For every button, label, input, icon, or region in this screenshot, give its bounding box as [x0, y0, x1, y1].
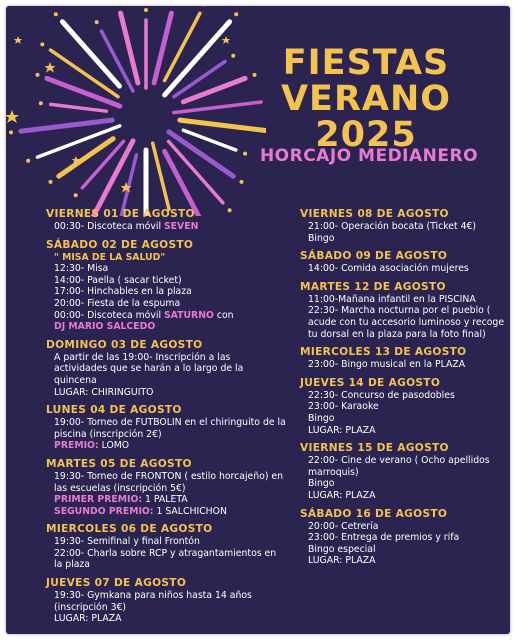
event-date: VIERNES 01 DE AGOSTO	[46, 208, 195, 220]
event-line	[46, 417, 286, 440]
event-block	[300, 208, 510, 244]
event-line	[46, 548, 286, 571]
prize-label: PREMIO:	[54, 440, 99, 452]
title-line: VERANO	[280, 79, 452, 119]
event-text: 00:30- Discoteca móvil	[54, 221, 164, 232]
event-text: 19:30- Torneo de FRONTON ( estilo horcajeño) en las escuelas (inscripción 5€)	[54, 470, 284, 494]
event-line	[300, 490, 510, 502]
event-line	[300, 521, 510, 533]
event-date: JUEVES 14 DE AGOSTO	[300, 376, 441, 389]
event-line	[46, 321, 286, 333]
firework-spark	[144, 8, 148, 12]
event-block	[46, 208, 286, 233]
firework-spark	[234, 12, 238, 16]
event-text: DJ MARIO SALCEDO	[54, 321, 156, 333]
event-line	[300, 401, 510, 413]
event-text: 19:30- Semifinal y final Frontón	[54, 536, 200, 548]
event-text: 22:30- Marcha nocturna por el pueblo ( acude con tu accesorio luminoso y recoge tu dorsal en la plaza para la foto final)	[308, 305, 505, 340]
event-line	[300, 263, 510, 275]
event-text: 22:00- Charla sobre RCP y atragantamientos en la plaza	[54, 547, 277, 571]
firework-spark	[95, 20, 99, 24]
firework-spark	[9, 130, 13, 134]
event-block	[46, 239, 286, 333]
event-block	[300, 508, 510, 567]
event-text: con	[213, 309, 234, 321]
dj-name: SEVEN	[163, 221, 199, 232]
event-line	[46, 494, 286, 506]
firework-spark	[54, 12, 58, 16]
event-line	[46, 252, 286, 264]
event-block	[46, 523, 286, 571]
event-line	[46, 387, 286, 399]
fireworks-icon	[6, 6, 266, 216]
event-text: Bingo	[308, 478, 335, 490]
event-text: 21:00- Operación bocata (Ticket 4€)	[308, 221, 477, 232]
event-line	[300, 233, 510, 245]
event-text: 19:30- Gymkana para niños hasta 14 años (inscripción 3€)	[54, 590, 252, 613]
event-line	[300, 221, 510, 233]
event-text: 17:00- Hinchables en la plaza	[54, 286, 192, 298]
event-text: 1 SALCHICHON	[153, 505, 227, 517]
event-block	[300, 442, 510, 501]
event-text: 14:00- Paella ( sacar ticket)	[54, 274, 182, 286]
event-line	[300, 390, 510, 402]
event-date: JUEVES 07 DE AGOSTO	[46, 577, 187, 590]
event-line	[46, 536, 286, 548]
event-line	[46, 352, 286, 387]
event-block	[300, 281, 510, 340]
event-text: 19:00- Torneo de FUTBOLIN en el chiringuito de la piscina (inscripción 2€)	[54, 417, 286, 440]
event-line	[300, 532, 510, 544]
event-line	[46, 613, 286, 625]
event-date: SÁBADO 09 DE AGOSTO	[300, 250, 448, 263]
event-text: 23:00- Bingo musical en la PLAZA	[308, 359, 466, 371]
firework-spark	[231, 54, 235, 58]
event-text: 14:00- Comida asociación mujeres	[308, 263, 469, 275]
event-text: 1 PALETA	[142, 494, 188, 506]
event-text: 23:00- Entrega de premios y rifa	[308, 532, 460, 544]
firework-ray	[51, 104, 107, 111]
subtitle: HORCAJO MEDIANERO	[259, 146, 479, 166]
firework-spark	[40, 42, 44, 46]
event-text: 22:30- Concurso de pasodobles	[308, 389, 455, 401]
schedule-left-column	[46, 208, 286, 631]
event-line	[46, 506, 286, 518]
event-date: VIERNES 15 DE AGOSTO	[300, 442, 449, 455]
event-text: 23:00- Karaoke	[308, 401, 379, 413]
event-line	[46, 298, 286, 310]
event-text: 20:00- Cetrería	[308, 520, 379, 532]
event-date: SÁBADO 16 DE AGOSTO	[300, 507, 448, 520]
event-text: 22:00- Cine de verano ( Ocho apellidos marroquis)	[308, 455, 490, 478]
event-text: 20:00- Fiesta de la espuma	[54, 297, 181, 309]
event-line	[46, 275, 286, 287]
event-line	[46, 471, 286, 494]
event-line	[46, 310, 286, 322]
event-text: " MISA DE LA SALUD"	[54, 251, 166, 263]
event-text: Bingo	[308, 232, 335, 244]
event-date: MIERCOLES 13 DE AGOSTO	[300, 346, 467, 359]
event-line	[46, 440, 286, 452]
event-line	[46, 590, 286, 613]
event-line	[46, 221, 286, 233]
event-text: 00:00- Discoteca móvil	[54, 309, 164, 321]
event-block	[300, 346, 510, 371]
event-line	[300, 359, 510, 371]
event-line	[300, 305, 510, 340]
event-date: MARTES 05 DE AGOSTO	[46, 457, 192, 470]
event-text: LUGAR: PLAZA	[308, 489, 376, 501]
firework-ray	[21, 120, 112, 131]
event-date: LUNES 04 DE AGOSTO	[46, 404, 182, 417]
firework-spark	[36, 73, 40, 77]
event-date: SÁBADO 02 DE AGOSTO	[46, 238, 194, 251]
event-date: MIERCOLES 06 DE AGOSTO	[46, 523, 213, 536]
event-text: LUGAR: PLAZA	[54, 613, 122, 625]
event-text: A partir de las 19:00- Inscripción a las actividades que se harán a lo largo de la quincena	[54, 351, 244, 386]
event-line	[300, 478, 510, 490]
firework-spark	[49, 180, 53, 184]
event-text: LUGAR: CHIRINGUITO	[54, 386, 154, 398]
event-text: Bingo especial	[308, 543, 376, 555]
title-line: FIESTAS	[282, 43, 450, 83]
event-text: 12:30- Misa	[54, 263, 109, 275]
event-text: Bingo	[308, 412, 335, 424]
event-block	[300, 250, 510, 275]
event-line	[300, 413, 510, 425]
event-block	[300, 377, 510, 436]
event-date: MARTES 12 DE AGOSTO	[300, 280, 446, 293]
prize-label: SEGUNDO PREMIO:	[54, 505, 154, 517]
dj-name: SATURNO	[163, 309, 214, 321]
firework-spark	[240, 180, 244, 184]
event-date: VIERNES 08 DE AGOSTO	[300, 208, 449, 220]
event-line	[46, 263, 286, 275]
event-line	[300, 425, 510, 437]
event-line	[46, 286, 286, 298]
title-line: 2025	[315, 115, 417, 155]
event-line	[300, 294, 510, 306]
event-line	[300, 555, 510, 567]
firework-spark	[39, 101, 43, 105]
event-text: LUGAR: PLAZA	[308, 424, 376, 436]
event-text: LUGAR: PLAZA	[308, 555, 376, 567]
firework-spark	[74, 193, 78, 197]
event-text: 11:00-Mañana infantil en la PISCINA	[308, 293, 476, 305]
event-block	[46, 577, 286, 625]
firework-spark	[26, 159, 30, 163]
prize-label: PRIMER PREMIO:	[54, 494, 143, 506]
event-text: LOMO	[98, 440, 130, 452]
event-block	[46, 458, 286, 517]
event-date: DOMINGO 03 DE AGOSTO	[46, 338, 203, 351]
event-block	[46, 404, 286, 452]
event-line	[300, 544, 510, 556]
event-block	[46, 339, 286, 398]
event-line	[300, 455, 510, 478]
event-poster	[6, 6, 510, 634]
schedule-right-column	[300, 208, 510, 573]
